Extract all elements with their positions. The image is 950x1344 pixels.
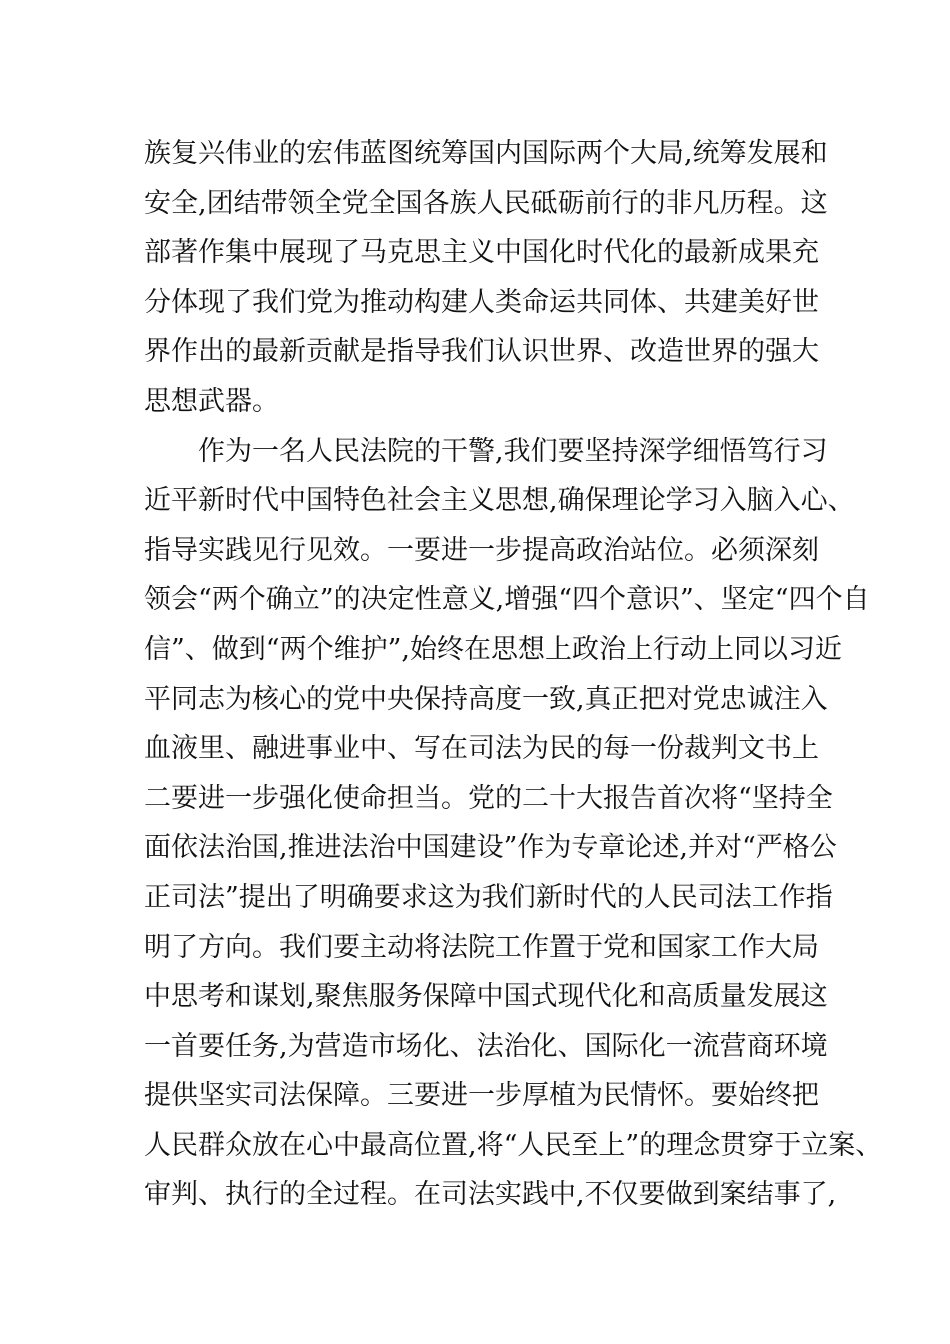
text-line: 血液里、融进事业中、写在司法为民的每一份裁判文书上: [144, 733, 819, 765]
text-line: 思想武器。: [144, 385, 279, 417]
text-line: 面依法治国,推进法治中国建设”作为专章论述,并对“严格公: [144, 832, 837, 864]
text-line: 一首要任务,为营造市场化、法治化、国际化一流营商环境: [144, 1030, 828, 1062]
text-line: 提供坚实司法保障。三要进一步厚植为民情怀。要始终把: [144, 1080, 819, 1112]
text-line: 领会“两个确立”的决定性意义,增强“四个意识”、坚定“四个自: [144, 584, 870, 616]
paragraph-1: [144, 129, 828, 427]
text-line: 部著作集中展现了马克思主义中国化时代化的最新成果充: [144, 237, 819, 269]
text-line: 明了方向。我们要主动将法院工作置于党和国家工作大局: [144, 931, 819, 963]
text-line: 安全,团结带领全党全国各族人民砥砺前行的非凡历程。这: [144, 187, 828, 219]
text-line: 中思考和谋划,聚焦服务保障中国式现代化和高质量发展这: [144, 981, 828, 1013]
text-line: 界作出的最新贡献是指导我们认识世界、改造世界的强大: [144, 336, 819, 368]
text-line: 分体现了我们党为推动构建人类命运共同体、共建美好世: [144, 286, 819, 318]
text-line: 近平新时代中国特色社会主义思想,确保理论学习入脑入心、: [144, 485, 855, 517]
text-line: 信”、做到“两个维护”,始终在思想上政治上行动上同以习近: [144, 633, 842, 665]
paragraph-2: [144, 427, 883, 1221]
text-line-indented: 作为一名人民法院的干警,我们要坚持深学细悟笃行习: [198, 435, 828, 467]
text-line: 族复兴伟业的宏伟蓝图统筹国内国际两个大局,统筹发展和: [144, 138, 828, 169]
text-line: 指导实践见行见效。一要进一步提高政治站位。必须深刻: [144, 534, 819, 566]
document-body: [144, 129, 883, 1220]
text-line: 人民群众放在心中最高位置,将“人民至上”的理念贯穿于立案、: [144, 1129, 883, 1161]
text-line: 审判、执行的全过程。在司法实践中,不仅要做到案结事了,: [144, 1179, 837, 1211]
text-line: 平同志为核心的党中央保持高度一致,真正把对党忠诚注入: [144, 683, 828, 715]
text-line: 正司法”提出了明确要求这为我们新时代的人民司法工作指: [144, 881, 833, 913]
text-line: 二要进一步强化使命担当。党的二十大报告首次将“坚持全: [144, 782, 833, 814]
